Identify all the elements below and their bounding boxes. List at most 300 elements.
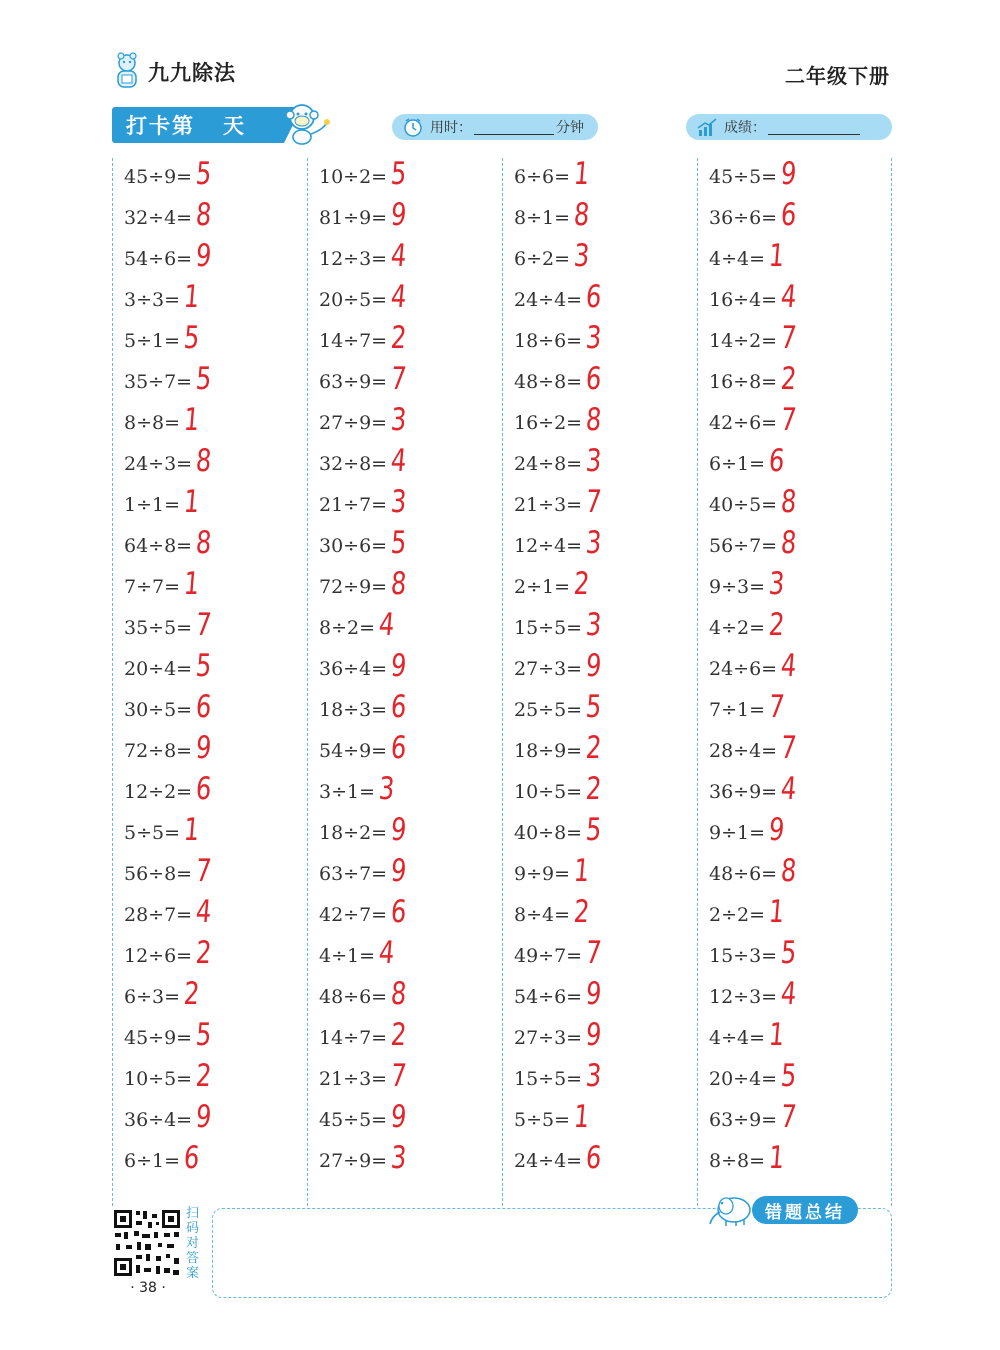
handwritten-answer[interactable]: 4	[377, 935, 396, 971]
problem-text: 20÷4=	[124, 658, 193, 680]
elephant-icon	[706, 1190, 756, 1228]
problem-row	[112, 1060, 302, 1101]
problem-row	[307, 363, 497, 404]
problem-text: 8÷8=	[124, 412, 181, 434]
handwritten-answer[interactable]: 1	[182, 402, 201, 438]
problem-text: 36÷4=	[319, 658, 388, 680]
handwritten-answer[interactable]: 8	[194, 443, 213, 479]
problem-row	[502, 1101, 692, 1142]
problem-text: 27÷9=	[319, 1150, 388, 1172]
handwritten-answer[interactable]: 2	[389, 320, 408, 356]
problem-text: 8÷1=	[514, 207, 571, 229]
handwritten-answer[interactable]: 1	[182, 484, 201, 520]
problem-text: 24÷4=	[514, 1150, 583, 1172]
problem-text: 9÷9=	[514, 863, 571, 885]
handwritten-answer[interactable]: 2	[572, 894, 591, 930]
problem-text: 54÷6=	[124, 248, 193, 270]
problem-text: 2÷2=	[709, 904, 766, 926]
handwritten-answer[interactable]: 9	[584, 1017, 603, 1053]
problem-text: 4÷1=	[319, 945, 376, 967]
problem-text: 64÷8=	[124, 535, 193, 557]
problem-text: 24÷8=	[514, 453, 583, 475]
handwritten-answer[interactable]: 2	[182, 976, 201, 1012]
problem-text: 35÷7=	[124, 371, 193, 393]
time-field	[392, 114, 598, 140]
problem-text: 5÷5=	[514, 1109, 571, 1131]
clock-icon	[402, 116, 424, 138]
problem-text: 36÷6=	[709, 207, 778, 229]
problem-row	[307, 978, 497, 1019]
handwritten-answer[interactable]: 3	[389, 484, 408, 520]
handwritten-answer[interactable]: 8	[572, 197, 591, 233]
problem-row	[112, 855, 302, 896]
problem-text: 20÷4=	[709, 1068, 778, 1090]
problem-text: 15÷5=	[514, 1068, 583, 1090]
problem-text: 12÷2=	[124, 781, 193, 803]
handwritten-answer[interactable]: 5	[194, 361, 213, 397]
problem-row	[112, 486, 302, 527]
problem-row	[307, 1019, 497, 1060]
problem-row	[307, 240, 497, 281]
problem-text: 10÷5=	[514, 781, 583, 803]
handwritten-answer[interactable]: 1	[572, 156, 591, 192]
handwritten-answer[interactable]: 1	[767, 1140, 786, 1176]
handwritten-answer[interactable]: 9	[194, 730, 213, 766]
problem-row	[307, 732, 497, 773]
problem-text: 15÷3=	[709, 945, 778, 967]
problem-row	[502, 281, 692, 322]
handwritten-answer[interactable]: 5	[779, 935, 798, 971]
problem-row	[502, 1019, 692, 1060]
problem-text: 27÷9=	[319, 412, 388, 434]
problem-text: 16÷4=	[709, 289, 778, 311]
problem-text: 48÷8=	[514, 371, 583, 393]
problem-row	[112, 773, 302, 814]
problem-row	[697, 937, 887, 978]
problem-text: 63÷9=	[709, 1109, 778, 1131]
problem-text: 12÷4=	[514, 535, 583, 557]
handwritten-answer[interactable]: 3	[389, 1140, 408, 1176]
problem-text: 4÷2=	[709, 617, 766, 639]
problem-text: 36÷9=	[709, 781, 778, 803]
problem-row	[112, 978, 302, 1019]
problem-row	[502, 896, 692, 937]
handwritten-answer[interactable]: 8	[194, 197, 213, 233]
handwritten-answer[interactable]: 8	[779, 525, 798, 561]
problem-row	[307, 568, 497, 609]
problem-text: 40÷5=	[709, 494, 778, 516]
handwritten-answer[interactable]: 5	[779, 1058, 798, 1094]
problem-row	[502, 363, 692, 404]
handwritten-answer[interactable]: 5	[389, 525, 408, 561]
problem-row	[307, 814, 497, 855]
problem-row	[307, 896, 497, 937]
score-label: 成绩：	[724, 120, 766, 136]
checkin-label: 打卡第	[126, 114, 195, 138]
handwritten-answer[interactable]: 3	[377, 771, 396, 807]
problem-row	[112, 1101, 302, 1142]
handwritten-answer[interactable]: 5	[194, 648, 213, 684]
handwritten-answer[interactable]: 9	[389, 648, 408, 684]
handwritten-answer[interactable]: 9	[194, 238, 213, 274]
problem-row	[502, 240, 692, 281]
handwritten-answer[interactable]: 6	[389, 730, 408, 766]
handwritten-answer[interactable]: 6	[194, 689, 213, 725]
problem-text: 27÷3=	[514, 658, 583, 680]
handwritten-answer[interactable]: 3	[584, 443, 603, 479]
problem-row	[307, 691, 497, 732]
problem-text: 48÷6=	[319, 986, 388, 1008]
handwritten-answer[interactable]: 9	[389, 1099, 408, 1135]
problem-row	[307, 404, 497, 445]
problem-text: 36÷4=	[124, 1109, 193, 1131]
problem-row	[112, 609, 302, 650]
problem-text: 24÷4=	[514, 289, 583, 311]
problem-text: 12÷3=	[709, 986, 778, 1008]
handwritten-answer[interactable]: 8	[584, 402, 603, 438]
time-unit: 分钟	[556, 120, 584, 136]
handwritten-answer[interactable]: 4	[389, 443, 408, 479]
problem-row	[697, 691, 887, 732]
problem-text: 28÷7=	[124, 904, 193, 926]
handwritten-answer[interactable]: 6	[584, 1140, 603, 1176]
handwritten-answer[interactable]: 2	[194, 1058, 213, 1094]
handwritten-answer[interactable]: 1	[182, 566, 201, 602]
problem-text: 48÷6=	[709, 863, 778, 885]
problem-text: 8÷2=	[319, 617, 376, 639]
header-title-group	[112, 50, 236, 94]
handwritten-answer[interactable]: 2	[389, 1017, 408, 1053]
problem-text: 63÷7=	[319, 863, 388, 885]
bar-chart-icon	[696, 116, 718, 138]
handwritten-answer[interactable]: 7	[779, 730, 798, 766]
problem-text: 63÷9=	[319, 371, 388, 393]
problem-text: 7÷7=	[124, 576, 181, 598]
problem-row	[502, 855, 692, 896]
problem-row	[697, 609, 887, 650]
problem-row	[502, 322, 692, 363]
problem-row	[697, 486, 887, 527]
problem-text: 9÷3=	[709, 576, 766, 598]
problem-row	[112, 1019, 302, 1060]
problem-row	[502, 158, 692, 199]
problem-row	[112, 199, 302, 240]
problem-text: 6÷1=	[124, 1150, 181, 1172]
problem-row	[697, 363, 887, 404]
handwritten-answer[interactable]: 9	[389, 197, 408, 233]
problem-text: 6÷2=	[514, 248, 571, 270]
handwritten-answer[interactable]: 7	[194, 853, 213, 889]
problem-row	[307, 650, 497, 691]
problem-row	[307, 1101, 497, 1142]
problem-row	[697, 240, 887, 281]
handwritten-answer[interactable]: 7	[767, 689, 786, 725]
problem-text: 72÷8=	[124, 740, 193, 762]
problem-text: 8÷8=	[709, 1150, 766, 1172]
problem-row	[502, 199, 692, 240]
problem-text: 45÷9=	[124, 166, 193, 188]
problem-row	[112, 281, 302, 322]
handwritten-answer[interactable]: 6	[767, 443, 786, 479]
problem-text: 14÷2=	[709, 330, 778, 352]
review-label: 错题总结	[752, 1196, 858, 1224]
problem-row	[502, 650, 692, 691]
handwritten-answer[interactable]: 4	[194, 894, 213, 930]
problem-row	[112, 650, 302, 691]
problem-text: 12÷3=	[319, 248, 388, 270]
problem-text: 4÷4=	[709, 248, 766, 270]
handwritten-answer[interactable]: 4	[779, 771, 798, 807]
problem-row	[502, 773, 692, 814]
problem-row	[697, 199, 887, 240]
handwritten-answer[interactable]: 2	[572, 566, 591, 602]
problem-row	[697, 855, 887, 896]
handwritten-answer[interactable]: 6	[584, 279, 603, 315]
problem-row	[307, 773, 497, 814]
problem-text: 54÷9=	[319, 740, 388, 762]
handwritten-answer[interactable]: 2	[584, 730, 603, 766]
handwritten-answer[interactable]: 7	[779, 1099, 798, 1135]
problem-row	[502, 527, 692, 568]
problem-text: 16÷2=	[514, 412, 583, 434]
handwritten-answer[interactable]: 8	[779, 853, 798, 889]
monkey-mascot-icon	[282, 100, 332, 146]
handwritten-answer[interactable]: 1	[767, 1017, 786, 1053]
page-number: · 38 ·	[130, 1280, 166, 1296]
problem-text: 25÷5=	[514, 699, 583, 721]
handwritten-answer[interactable]: 3	[572, 238, 591, 274]
handwritten-answer[interactable]: 5	[584, 689, 603, 725]
handwritten-answer[interactable]: 6	[194, 771, 213, 807]
qr-code-icon[interactable]	[112, 1208, 182, 1278]
problem-row	[307, 937, 497, 978]
handwritten-answer[interactable]: 2	[779, 361, 798, 397]
handwritten-answer[interactable]: 3	[584, 607, 603, 643]
problem-text: 16÷8=	[709, 371, 778, 393]
handwritten-answer[interactable]: 9	[194, 1099, 213, 1135]
handwritten-answer[interactable]: 3	[584, 320, 603, 356]
handwritten-answer[interactable]: 1	[767, 238, 786, 274]
problem-row	[112, 937, 302, 978]
problem-text: 30÷6=	[319, 535, 388, 557]
problem-text: 32÷4=	[124, 207, 193, 229]
handwritten-answer[interactable]: 7	[389, 361, 408, 397]
handwritten-answer[interactable]: 4	[389, 238, 408, 274]
checkin-suffix: 天	[223, 114, 244, 138]
problem-text: 10÷5=	[124, 1068, 193, 1090]
handwritten-answer[interactable]: 7	[389, 1058, 408, 1094]
problem-text: 18÷9=	[514, 740, 583, 762]
problem-row	[112, 240, 302, 281]
problem-row	[502, 978, 692, 1019]
handwritten-answer[interactable]: 9	[767, 812, 786, 848]
problem-row	[112, 404, 302, 445]
problem-row	[307, 1060, 497, 1101]
problem-row	[112, 814, 302, 855]
handwritten-answer[interactable]: 4	[779, 279, 798, 315]
problem-row	[697, 773, 887, 814]
handwritten-answer[interactable]: 1	[182, 812, 201, 848]
score-input-line[interactable]	[768, 120, 860, 135]
problem-row	[307, 527, 497, 568]
handwritten-answer[interactable]: 1	[182, 279, 201, 315]
problem-text: 4÷4=	[709, 1027, 766, 1049]
problem-row	[697, 527, 887, 568]
problem-row	[697, 404, 887, 445]
problem-row	[697, 281, 887, 322]
problem-text: 14÷7=	[319, 1027, 388, 1049]
problem-row	[112, 1142, 302, 1183]
handwritten-answer[interactable]: 6	[584, 361, 603, 397]
problem-row	[697, 568, 887, 609]
grid-border-right	[891, 158, 892, 1206]
problem-row	[112, 896, 302, 937]
problem-text: 35÷5=	[124, 617, 193, 639]
handwritten-answer[interactable]: 2	[194, 935, 213, 971]
problem-row	[307, 281, 497, 322]
handwritten-answer[interactable]: 6	[779, 197, 798, 233]
handwritten-answer[interactable]: 3	[767, 566, 786, 602]
handwritten-answer[interactable]: 7	[584, 935, 603, 971]
handwritten-answer[interactable]: 5	[584, 812, 603, 848]
problem-row	[502, 1142, 692, 1183]
handwritten-answer[interactable]: 4	[389, 279, 408, 315]
problem-row	[502, 568, 692, 609]
handwritten-answer[interactable]: 8	[389, 566, 408, 602]
handwritten-answer[interactable]: 3	[584, 1058, 603, 1094]
problem-row	[307, 199, 497, 240]
handwritten-answer[interactable]: 1	[572, 1099, 591, 1135]
time-input-line[interactable]	[474, 120, 554, 135]
problem-row	[112, 527, 302, 568]
handwritten-answer[interactable]: 1	[572, 853, 591, 889]
handwritten-answer[interactable]: 3	[389, 402, 408, 438]
problem-row	[697, 732, 887, 773]
problem-row	[112, 445, 302, 486]
handwritten-answer[interactable]: 2	[767, 607, 786, 643]
handwritten-answer[interactable]: 8	[779, 484, 798, 520]
problem-row	[307, 322, 497, 363]
problem-text: 81÷9=	[319, 207, 388, 229]
handwritten-answer[interactable]: 2	[584, 771, 603, 807]
problem-text: 6÷6=	[514, 166, 571, 188]
time-label: 用时：	[430, 120, 472, 136]
handwritten-answer[interactable]: 8	[389, 976, 408, 1012]
grade-label: 二年级下册	[785, 64, 890, 88]
problem-row	[502, 814, 692, 855]
problem-row	[697, 814, 887, 855]
score-field	[686, 114, 892, 140]
handwritten-answer[interactable]: 9	[779, 156, 798, 192]
problem-text: 15÷5=	[514, 617, 583, 639]
problem-text: 56÷7=	[709, 535, 778, 557]
handwritten-answer[interactable]: 6	[389, 689, 408, 725]
problem-text: 8÷4=	[514, 904, 571, 926]
handwritten-answer[interactable]: 7	[779, 402, 798, 438]
problem-row	[697, 322, 887, 363]
handwritten-answer[interactable]: 5	[194, 1017, 213, 1053]
problem-row	[697, 896, 887, 937]
handwritten-answer[interactable]: 1	[767, 894, 786, 930]
problem-row	[697, 1101, 887, 1142]
problem-text: 21÷7=	[319, 494, 388, 516]
problem-text: 45÷5=	[319, 1109, 388, 1131]
problem-row	[112, 158, 302, 199]
problem-row	[502, 486, 692, 527]
handwritten-answer[interactable]: 9	[584, 976, 603, 1012]
problem-row	[697, 1019, 887, 1060]
problem-text: 18÷3=	[319, 699, 388, 721]
problem-text: 6÷3=	[124, 986, 181, 1008]
problem-row	[697, 445, 887, 486]
handwritten-answer[interactable]: 9	[584, 648, 603, 684]
handwritten-answer[interactable]: 4	[377, 607, 396, 643]
handwritten-answer[interactable]: 4	[779, 648, 798, 684]
qr-caption: 扫码对答案	[186, 1206, 200, 1281]
problem-text: 56÷8=	[124, 863, 193, 885]
problem-text: 54÷6=	[514, 986, 583, 1008]
handwritten-answer[interactable]: 9	[389, 812, 408, 848]
handwritten-answer[interactable]: 5	[182, 320, 201, 356]
problem-row	[307, 158, 497, 199]
problem-text: 12÷6=	[124, 945, 193, 967]
problem-text: 1÷1=	[124, 494, 181, 516]
problem-row	[112, 691, 302, 732]
handwritten-answer[interactable]: 6	[389, 894, 408, 930]
problem-text: 21÷3=	[514, 494, 583, 516]
problem-text: 45÷9=	[124, 1027, 193, 1049]
handwritten-answer[interactable]: 5	[389, 156, 408, 192]
problem-row	[307, 1142, 497, 1183]
problem-grid	[112, 158, 892, 1208]
problem-text: 3÷1=	[319, 781, 376, 803]
problem-row	[307, 609, 497, 650]
problem-text: 9÷1=	[709, 822, 766, 844]
problem-text: 27÷3=	[514, 1027, 583, 1049]
problem-row	[502, 1060, 692, 1101]
problem-row	[697, 1142, 887, 1183]
problem-row	[502, 609, 692, 650]
problem-text: 10÷2=	[319, 166, 388, 188]
problem-row	[502, 691, 692, 732]
problem-text: 32÷8=	[319, 453, 388, 475]
page-title: 九九除法	[148, 61, 236, 85]
handwritten-answer[interactable]: 7	[584, 484, 603, 520]
handwritten-answer[interactable]: 9	[389, 853, 408, 889]
handwritten-answer[interactable]: 8	[194, 525, 213, 561]
problem-row	[697, 650, 887, 691]
problem-text: 5÷1=	[124, 330, 181, 352]
handwritten-answer[interactable]: 3	[584, 525, 603, 561]
handwritten-answer[interactable]: 4	[779, 976, 798, 1012]
problem-row	[112, 568, 302, 609]
problem-row	[112, 732, 302, 773]
problem-text: 18÷2=	[319, 822, 388, 844]
checkin-banner	[112, 107, 284, 143]
problem-text: 7÷1=	[709, 699, 766, 721]
problem-row	[697, 1060, 887, 1101]
handwritten-answer[interactable]: 7	[779, 320, 798, 356]
problem-row	[307, 486, 497, 527]
problem-row	[112, 363, 302, 404]
handwritten-answer[interactable]: 6	[182, 1140, 201, 1176]
problem-text: 21÷3=	[319, 1068, 388, 1090]
problem-row	[112, 322, 302, 363]
problem-text: 14÷7=	[319, 330, 388, 352]
handwritten-answer[interactable]: 7	[194, 607, 213, 643]
handwritten-answer[interactable]: 5	[194, 156, 213, 192]
bear-mascot-icon	[112, 52, 142, 92]
